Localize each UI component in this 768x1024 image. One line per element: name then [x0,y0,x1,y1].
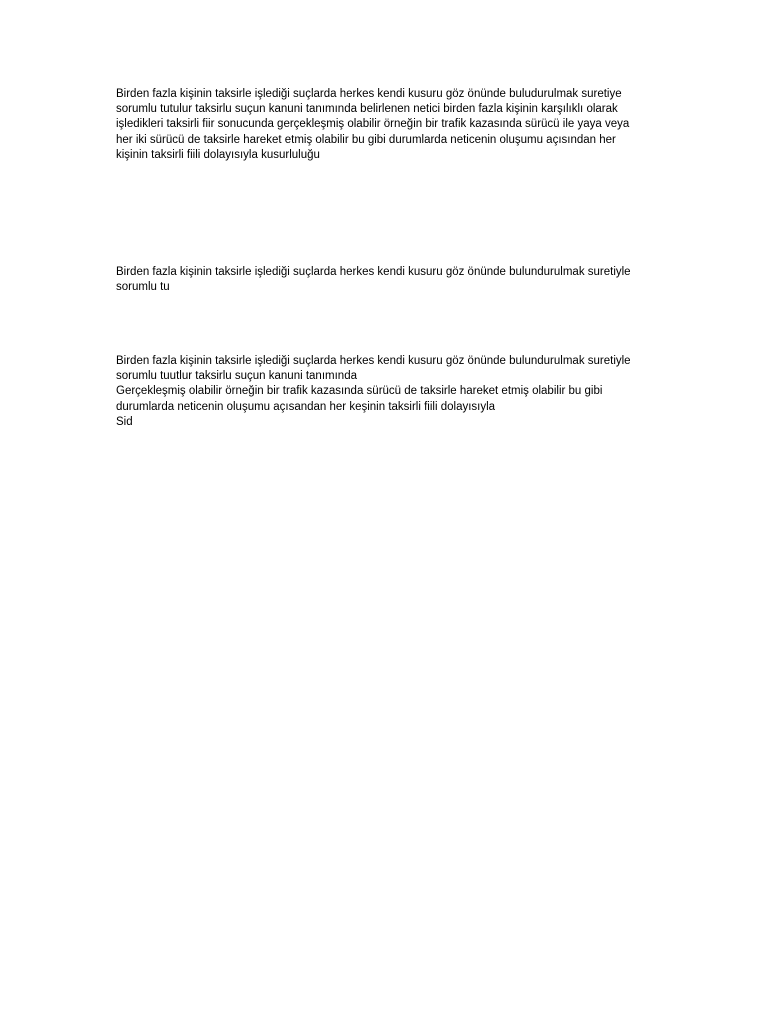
paragraph-3 [116,354,656,430]
paragraph-line: kişinin taksirli fiili dolayısıyla kusurluluğu [116,148,320,161]
paragraph-line: Sid [116,415,133,428]
paragraph-line: işledikleri taksirli fiir sonucunda gerçekleşmiş olabilir örneğin bir trafik kazasında sürücü ile yaya veya [116,118,630,131]
paragraph-2 [116,265,656,295]
paragraph-line: Birden fazla kişinin taksirle işlediği suçlarda herkes kendi kusuru göz önünde buludurulmak suretiye [116,88,622,100]
paragraph-line: durumlarda neticenin oluşumu açısandan her keşinin taksirli fiili dolayısıyla [116,400,496,413]
paragraph-line: Birden fazla kişinin taksirle işlediği suçlarda herkes kendi kusuru göz önünde bulundurulmak suretiyle [116,266,631,278]
paragraph-line: sorumlu tuutlur taksirlu suçun kanuni tanımında [116,370,357,383]
paragraph-line: sorumlu tu [116,281,170,294]
paragraph-line: sorumlu tutulur taksirlu suçun kanuni tanımında belirlenen netici birden fazla kişinin karşılıklı olarak [116,103,618,116]
paragraph-line: her iki sürücü de taksirle hareket etmiş olabilir bu gibi durumlarda neticenin oluşumu açısından her [116,133,616,146]
paragraph-1 [116,87,656,163]
paragraph-line: Birden fazla kişinin taksirle işlediği suçlarda herkes kendi kusuru göz önünde bulundurulmak suretiyle [116,355,631,367]
paragraph-line: Gerçekleşmiş olabilir örneğin bir trafik kazasında sürücü de taksirle hareket etmiş olabilir bu gibi [116,385,603,398]
